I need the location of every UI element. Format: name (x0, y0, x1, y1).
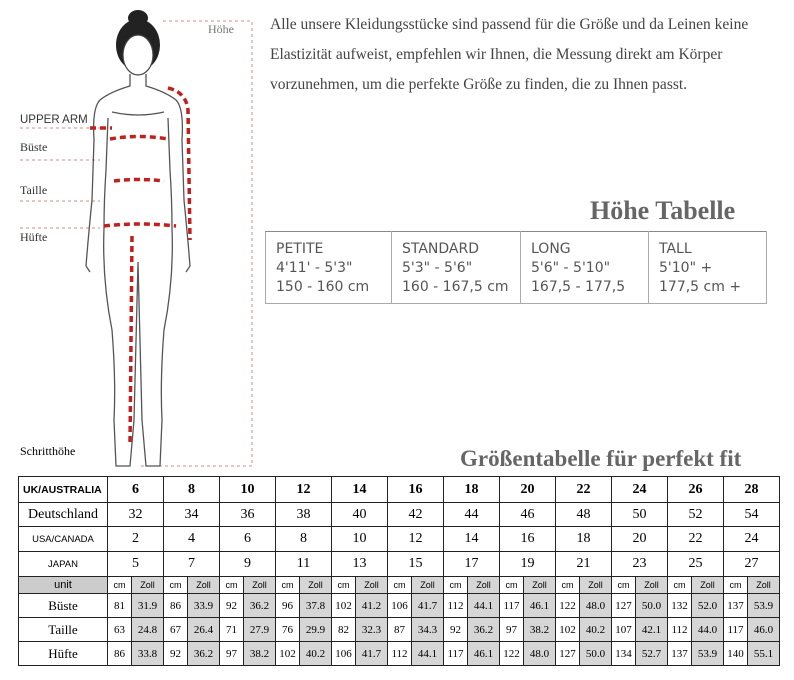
cm-value: 127 (556, 642, 580, 666)
zoll-value: 53.9 (692, 642, 724, 666)
unit-label: unit (19, 577, 108, 594)
cm-value: 102 (276, 642, 300, 666)
unit-cm: cm (164, 577, 188, 594)
height-col-standard: STANDARD 5'3" - 5'6" 160 - 167,5 cm (392, 232, 521, 304)
us-size-row-cell: 24 (724, 527, 780, 552)
cm-value: 97 (500, 618, 524, 642)
cm-value: 106 (388, 594, 412, 618)
de-size-row (19, 503, 780, 527)
zoll-value: 26.4 (188, 618, 220, 642)
unit-zoll: Zoll (300, 577, 332, 594)
cm-value: 140 (724, 642, 748, 666)
zoll-value: 48.0 (524, 642, 556, 666)
inseam-label: Schritthöhe (20, 444, 76, 458)
us-size-row-cell: 22 (668, 527, 724, 552)
cm-value: 106 (332, 642, 356, 666)
de-size-row-cell: 46 (500, 503, 556, 527)
us-size-row-cell: 8 (276, 527, 332, 552)
jp-size-row-cell: 27 (724, 552, 780, 577)
de-size-row-cell: 48 (556, 503, 612, 527)
height-table-title: Höhe Tabelle (590, 196, 736, 225)
jp-size-row (19, 552, 780, 577)
cm-value: 92 (444, 618, 468, 642)
jp-size-row-cell: 15 (388, 552, 444, 577)
height-frame-line (140, 21, 252, 466)
us-size-row-cell: 6 (220, 527, 276, 552)
unit-zoll: Zoll (748, 577, 780, 594)
zoll-value: 41.7 (412, 594, 444, 618)
jp-size-row-cell: 9 (220, 552, 276, 577)
zoll-value: 38.2 (524, 618, 556, 642)
unit-cm: cm (220, 577, 244, 594)
uk-size-row-cell: 24 (612, 477, 668, 503)
de-size-row-cell: 44 (444, 503, 500, 527)
uk-size-row-cell: 10 (220, 477, 276, 503)
us-size-row (19, 527, 780, 552)
zoll-value: 33.9 (188, 594, 220, 618)
hip-measure (104, 224, 176, 226)
cm-value: 86 (164, 594, 188, 618)
zoll-value: 33.8 (132, 642, 164, 666)
cm-value: 102 (556, 618, 580, 642)
cm-value: 122 (556, 594, 580, 618)
cm-value: 117 (500, 594, 524, 618)
height-col-long: LONG 5'6" - 5'10" 167,5 - 177,5 (521, 232, 649, 304)
cm-value: 71 (220, 618, 244, 642)
bust-measure (110, 137, 168, 140)
inseam-measure (130, 236, 132, 445)
jp-size-row-cell: 13 (332, 552, 388, 577)
size-table-title: Größentabelle für perfekt fit (460, 446, 742, 471)
de-size-row-cell: 40 (332, 503, 388, 527)
height-label: Höhe (208, 22, 234, 36)
measurement-label: Taille (19, 618, 108, 642)
measurement-row (19, 618, 780, 642)
unit-cm: cm (612, 577, 636, 594)
jp-size-row-cell: 11 (276, 552, 332, 577)
uk-size-row-label: UK/AUSTRALIA (19, 477, 108, 503)
cm-value: 127 (612, 594, 636, 618)
unit-row (19, 577, 780, 594)
upper-arm-label: UPPER ARM (20, 114, 88, 126)
uk-size-row-cell: 22 (556, 477, 612, 503)
unit-zoll: Zoll (580, 577, 612, 594)
unit-cm: cm (108, 577, 132, 594)
zoll-value: 36.2 (244, 594, 276, 618)
zoll-value: 50.0 (636, 594, 668, 618)
unit-zoll: Zoll (468, 577, 500, 594)
jp-size-row-cell: 19 (500, 552, 556, 577)
size-table (18, 476, 780, 666)
jp-size-row-cell: 21 (556, 552, 612, 577)
cm-value: 122 (500, 642, 524, 666)
unit-cm: cm (388, 577, 412, 594)
unit-cm: cm (668, 577, 692, 594)
zoll-value: 41.2 (356, 594, 388, 618)
cm-value: 112 (668, 618, 692, 642)
unit-zoll: Zoll (692, 577, 724, 594)
uk-size-row-cell: 8 (164, 477, 220, 503)
zoll-value: 44.0 (692, 618, 724, 642)
uk-size-row (19, 477, 780, 503)
unit-zoll: Zoll (356, 577, 388, 594)
de-size-row-cell: 38 (276, 503, 332, 527)
cm-value: 92 (220, 594, 244, 618)
de-size-row-label: Deutschland (19, 503, 108, 527)
uk-size-row-cell: 20 (500, 477, 556, 503)
face (123, 35, 153, 75)
cm-value: 107 (612, 618, 636, 642)
cm-value: 102 (332, 594, 356, 618)
uk-size-row-cell: 28 (724, 477, 780, 503)
us-size-row-cell: 4 (164, 527, 220, 552)
zoll-value: 53.9 (748, 594, 780, 618)
de-size-row-cell: 54 (724, 503, 780, 527)
uk-size-row-cell: 18 (444, 477, 500, 503)
cm-value: 137 (668, 642, 692, 666)
zoll-value: 48.0 (580, 594, 612, 618)
cm-value: 112 (444, 594, 468, 618)
jp-size-row-label: JAPAN (19, 552, 108, 577)
cm-value: 81 (108, 594, 132, 618)
zoll-value: 38.2 (244, 642, 276, 666)
height-col-petite: PETITE 4'11' - 5'3" 150 - 160 cm (266, 232, 392, 304)
zoll-value: 36.2 (188, 642, 220, 666)
de-size-row-cell: 36 (220, 503, 276, 527)
zoll-value: 44.1 (412, 642, 444, 666)
waist-measure (114, 180, 164, 182)
unit-zoll: Zoll (524, 577, 556, 594)
unit-cm: cm (276, 577, 300, 594)
bust-label: Büste (20, 140, 48, 154)
uk-size-row-cell: 6 (108, 477, 164, 503)
zoll-value: 29.9 (300, 618, 332, 642)
zoll-value: 44.1 (468, 594, 500, 618)
zoll-value: 52.7 (636, 642, 668, 666)
jp-size-row-cell: 25 (668, 552, 724, 577)
de-size-row-cell: 42 (388, 503, 444, 527)
zoll-value: 41.7 (356, 642, 388, 666)
zoll-value: 40.2 (300, 642, 332, 666)
us-size-row-cell: 18 (556, 527, 612, 552)
us-size-row-cell: 14 (444, 527, 500, 552)
de-size-row-cell: 32 (108, 503, 164, 527)
zoll-value: 34.3 (412, 618, 444, 642)
unit-cm: cm (556, 577, 580, 594)
uk-size-row-cell: 26 (668, 477, 724, 503)
us-size-row-cell: 20 (612, 527, 668, 552)
unit-cm: cm (500, 577, 524, 594)
cm-value: 67 (164, 618, 188, 642)
unit-cm: cm (444, 577, 468, 594)
us-size-row-cell: 12 (388, 527, 444, 552)
de-size-row-cell: 50 (612, 503, 668, 527)
zoll-value: 46.1 (524, 594, 556, 618)
cm-value: 87 (388, 618, 412, 642)
body-outline (86, 74, 190, 466)
uk-size-row-cell: 16 (388, 477, 444, 503)
zoll-value: 40.2 (580, 618, 612, 642)
unit-zoll: Zoll (188, 577, 220, 594)
measurement-label: Hüfte (19, 642, 108, 666)
measurement-row (19, 594, 780, 618)
zoll-value: 37.8 (300, 594, 332, 618)
unit-zoll: Zoll (132, 577, 164, 594)
measurement-label: Büste (19, 594, 108, 618)
unit-zoll: Zoll (636, 577, 668, 594)
intro-text: Alle unsere Kleidungsstücke sind passend für die Größe und da Leinen keine Elastizität aufweist, empfehlen wir Ihnen, die Messung direkt am Körper vorzunehmen, um die perfekte Größe zu finden, die zu Ihnen passt. (270, 16, 749, 93)
cm-value: 96 (276, 594, 300, 618)
us-size-row-cell: 16 (500, 527, 556, 552)
cm-value: 117 (724, 618, 748, 642)
us-size-row-label: USA/CANADA (19, 527, 108, 552)
zoll-value: 32.3 (356, 618, 388, 642)
jp-size-row-cell: 5 (108, 552, 164, 577)
cm-value: 134 (612, 642, 636, 666)
zoll-value: 55.1 (748, 642, 780, 666)
de-size-row-cell: 52 (668, 503, 724, 527)
waist-label: Taille (20, 183, 48, 197)
de-size-row-cell: 34 (164, 503, 220, 527)
zoll-value: 27.9 (244, 618, 276, 642)
us-size-row-cell: 10 (332, 527, 388, 552)
hip-label: Hüfte (20, 230, 48, 244)
cm-value: 76 (276, 618, 300, 642)
cm-value: 137 (724, 594, 748, 618)
cm-value: 63 (108, 618, 132, 642)
zoll-value: 24.8 (132, 618, 164, 642)
us-size-row-cell: 2 (108, 527, 164, 552)
zoll-value: 46.0 (748, 618, 780, 642)
zoll-value: 50.0 (580, 642, 612, 666)
cm-value: 97 (220, 642, 244, 666)
unit-cm: cm (724, 577, 748, 594)
unit-zoll: Zoll (412, 577, 444, 594)
unit-zoll: Zoll (244, 577, 276, 594)
unit-cm: cm (332, 577, 356, 594)
zoll-value: 52.0 (692, 594, 724, 618)
height-col-tall: TALL 5'10" + 177,5 cm + (649, 232, 767, 304)
height-table (265, 231, 767, 304)
measurement-row (19, 642, 780, 666)
uk-size-row-cell: 14 (332, 477, 388, 503)
cm-value: 86 (108, 642, 132, 666)
jp-size-row-cell: 17 (444, 552, 500, 577)
cm-value: 132 (668, 594, 692, 618)
zoll-value: 46.1 (468, 642, 500, 666)
cm-value: 117 (444, 642, 468, 666)
zoll-value: 42.1 (636, 618, 668, 642)
jp-size-row-cell: 7 (164, 552, 220, 577)
uk-size-row-cell: 12 (276, 477, 332, 503)
cm-value: 112 (388, 642, 412, 666)
cm-value: 92 (164, 642, 188, 666)
jp-size-row-cell: 23 (612, 552, 668, 577)
cm-value: 82 (332, 618, 356, 642)
zoll-value: 36.2 (468, 618, 500, 642)
zoll-value: 31.9 (132, 594, 164, 618)
